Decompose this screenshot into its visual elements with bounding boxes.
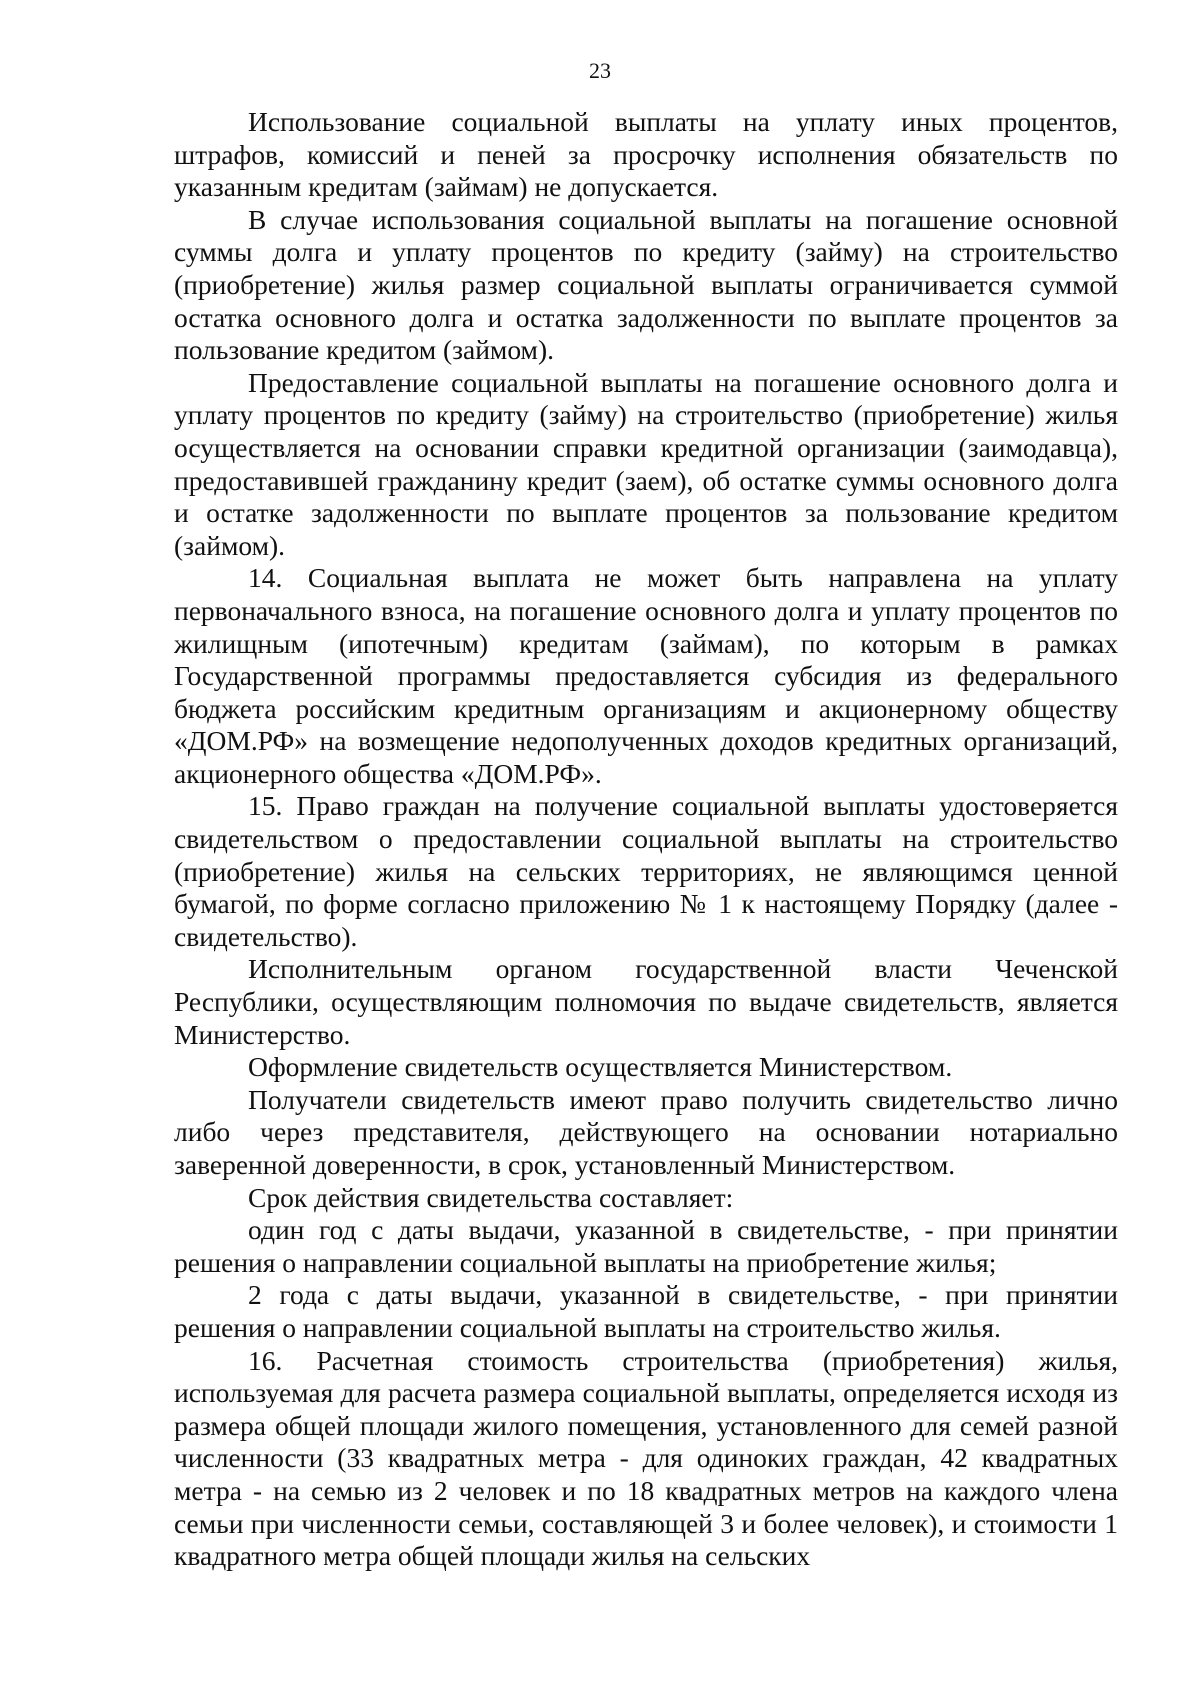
paragraph: Использование социальной выплаты на уплату иных процентов, штрафов, комиссий и пеней за просрочку исполнения обязательств по указанным кредитам (займам) не допускается. [174, 106, 1118, 203]
paragraph: Получатели свидетельств имеют право получить свидетельство лично либо через представителя, действующего на основании нотариально заверенной доверенности, в срок, установленный Министерством. [174, 1083, 1118, 1180]
paragraph: один год с даты выдачи, указанной в свидетельстве, - при принятии решения о направлении социальной выплаты на приобретение жилья; [174, 1214, 1118, 1278]
paragraph: Предоставление социальной выплаты на погашение основного долга и уплату процентов по кредиту (займу) на строительство (приобретение) жилья осуществляется на основании справки кредитной организации (заимодавца), предоставившей гражданину кредит (заем), об остатке суммы основного долга и остатке задолженности по выплате процентов за пользование кредитом (займом). [174, 366, 1118, 561]
paragraph: Оформление свидетельств осуществляется Министерством. [248, 1051, 953, 1083]
paragraph: Срок действия свидетельства составляет: [248, 1181, 734, 1213]
page-number: 23 [589, 58, 611, 83]
paragraph: В случае использования социальной выплаты на погашение основной суммы долга и уплату процентов по кредиту (займу) на строительство (приобретение) жилья размер социальной выплаты ограничивается суммой остатка основного долга и остатка задолженности по выплате процентов за пользование кредитом (займом). [174, 203, 1118, 366]
paragraph: 16. Расчетная стоимость строительства (приобретения) жилья, используемая для расчета размера социальной выплаты, определяется исходя из размера общей площади жилого помещения, установленного для семей разной численности (33 квадратных метра - для одиноких граждан, 42 квадратных метра - на семью из 2 человек и по 18 квадратных метров на каждого члена семьи при численности семьи, составляющей 3 и более человек), и стоимости 1 квадратного метра общей площади жилья на сельских [174, 1344, 1118, 1572]
document-body [174, 106, 1118, 1573]
paragraph: 2 года с даты выдачи, указанной в свидетельстве, - при принятии решения о направлении социальной выплаты на строительство жилья. [174, 1279, 1118, 1343]
paragraph: 15. Право граждан на получение социальной выплаты удостоверяется свидетельством о предоставлении социальной выплаты на строительство (приобретение) жилья на сельских территориях, не являющимся ценной бумагой, по форме согласно приложению № 1 к настоящему Порядку (далее - свидетельство). [174, 790, 1118, 952]
paragraph: Исполнительным органом государственной власти Чеченской Республики, осуществляющим полномочия по выдаче свидетельств, является Министерство. [174, 953, 1118, 1050]
paragraph: 14. Социальная выплата не может быть направлена на уплату первоначального взноса, на погашение основного долга и уплату процентов по жилищным (ипотечным) кредитам (займам), по которым в рамках Государственной программы предоставляется субсидия из федерального бюджета российским кредитным организациям и акционерному обществу «ДОМ.РФ» на возмещение недополученных доходов кредитных организаций, акционерного общества «ДОМ.РФ». [174, 562, 1118, 789]
